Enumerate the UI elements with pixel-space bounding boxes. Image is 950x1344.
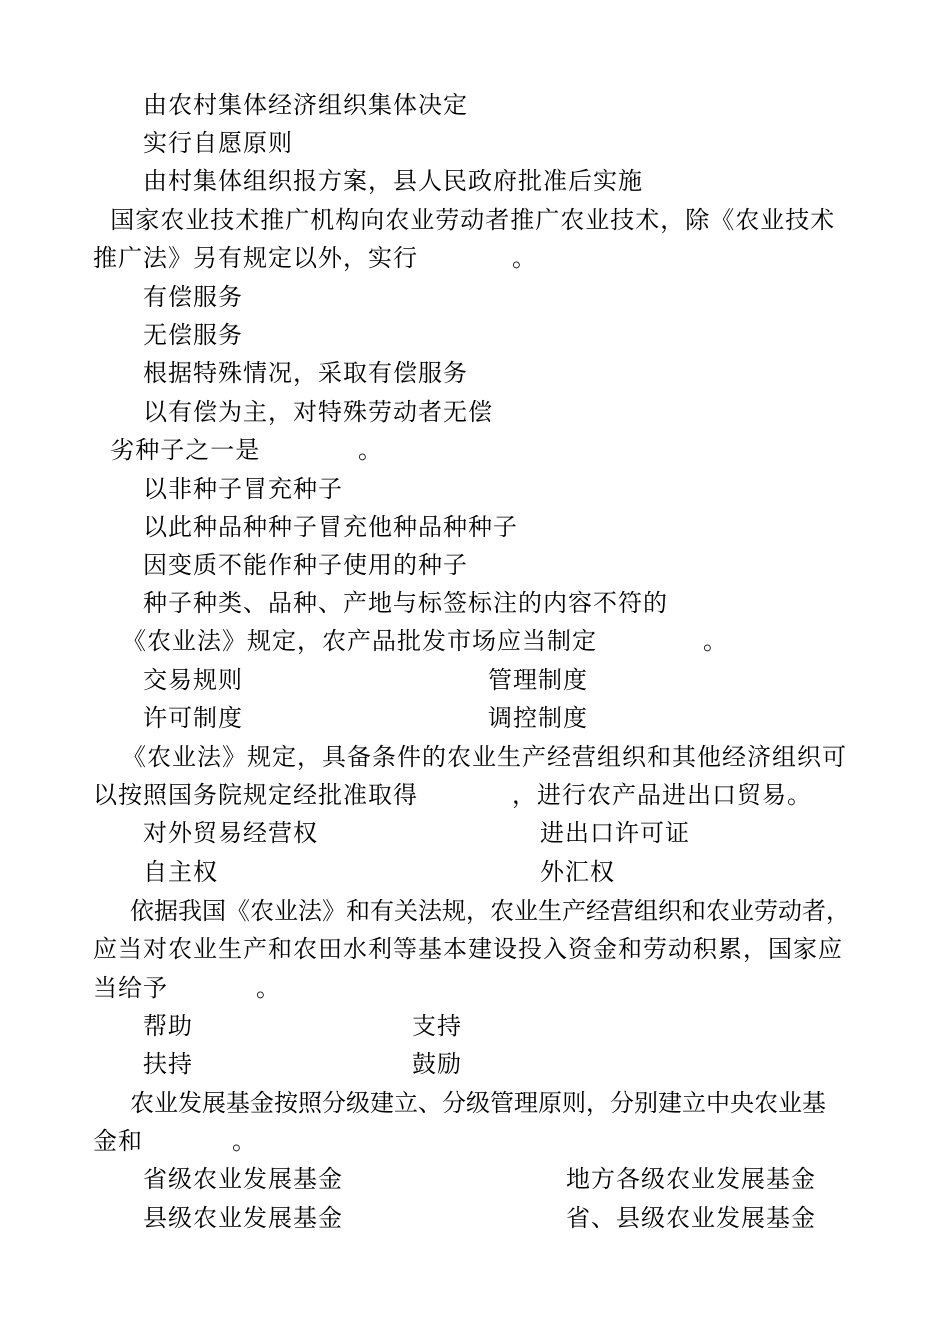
question-end-mark: 。	[256, 974, 281, 1002]
option-text: 县级农业发展基金	[143, 1204, 343, 1232]
option-text: 以此种品种种子冒充他种品种种子	[143, 513, 518, 541]
option-text: 进出口许可证	[540, 819, 690, 847]
question-text: 以按照国务院规定经批准取得	[93, 781, 418, 809]
option-text: 以有偿为主，对特殊劳动者无偿	[143, 398, 493, 426]
question-end-mark: 。	[512, 244, 537, 272]
option-text: 鼓励	[412, 1050, 462, 1078]
option-text: 无偿服务	[143, 321, 243, 349]
option-text: 实行自愿原则	[143, 129, 293, 157]
option-text: 种子种类、品种、产地与标签标注的内容不符的	[143, 589, 668, 617]
option-text: 自主权	[143, 858, 218, 886]
option-text: 管理制度	[488, 666, 588, 694]
option-text: 由农村集体经济组织集体决定	[143, 91, 468, 119]
option-text: 扶持	[143, 1050, 193, 1078]
question-end-mark: 。	[358, 436, 383, 464]
option-text: 因变质不能作种子使用的种子	[143, 551, 468, 579]
option-text: 地方各级农业发展基金	[566, 1165, 816, 1193]
question-end-mark: 。	[703, 627, 728, 655]
question-text: 依据我国《农业法》和有关法规，农业生产经营组织和农业劳动者，	[130, 897, 850, 925]
option-text: 交易规则	[143, 666, 243, 694]
option-text: 支持	[412, 1012, 462, 1040]
question-text: 农业发展基金按照分级建立、分级管理原则，分别建立中央农业基	[130, 1089, 826, 1117]
question-text: 金和	[93, 1127, 143, 1155]
option-text: 省、县级农业发展基金	[566, 1204, 816, 1232]
question-text: 国家农业技术推广机构向农业劳动者推广农业技术，除《农业技术	[93, 206, 836, 234]
option-text: 许可制度	[143, 704, 243, 732]
option-text: 对外贸易经营权	[143, 819, 318, 847]
option-text: 外汇权	[540, 858, 615, 886]
option-text: 以非种子冒充种子	[143, 475, 343, 503]
option-text: 省级农业发展基金	[143, 1165, 343, 1193]
option-text: 根据特殊情况，采取有偿服务	[143, 359, 468, 387]
question-text: 当给予	[93, 974, 168, 1002]
question-text: 推广法》另有规定以外，实行	[93, 244, 418, 272]
question-text: 《农业法》规定，农产品批发市场应当制定	[122, 627, 597, 655]
question-end-mark: 。	[232, 1127, 257, 1155]
question-text: ，进行农产品进出口贸易。	[512, 781, 812, 809]
option-text: 有偿服务	[143, 283, 243, 311]
question-text: 应当对农业生产和农田水利等基本建设投入资金和劳动积累，国家应	[93, 935, 843, 963]
option-text: 帮助	[143, 1012, 193, 1040]
question-text: 劣种子之一是	[93, 436, 261, 464]
question-text: 《农业法》规定，具备条件的农业生产经营组织和其他经济组织可	[122, 743, 847, 771]
option-text: 由村集体组织报方案，县人民政府批准后实施	[143, 167, 643, 195]
option-text: 调控制度	[488, 704, 588, 732]
